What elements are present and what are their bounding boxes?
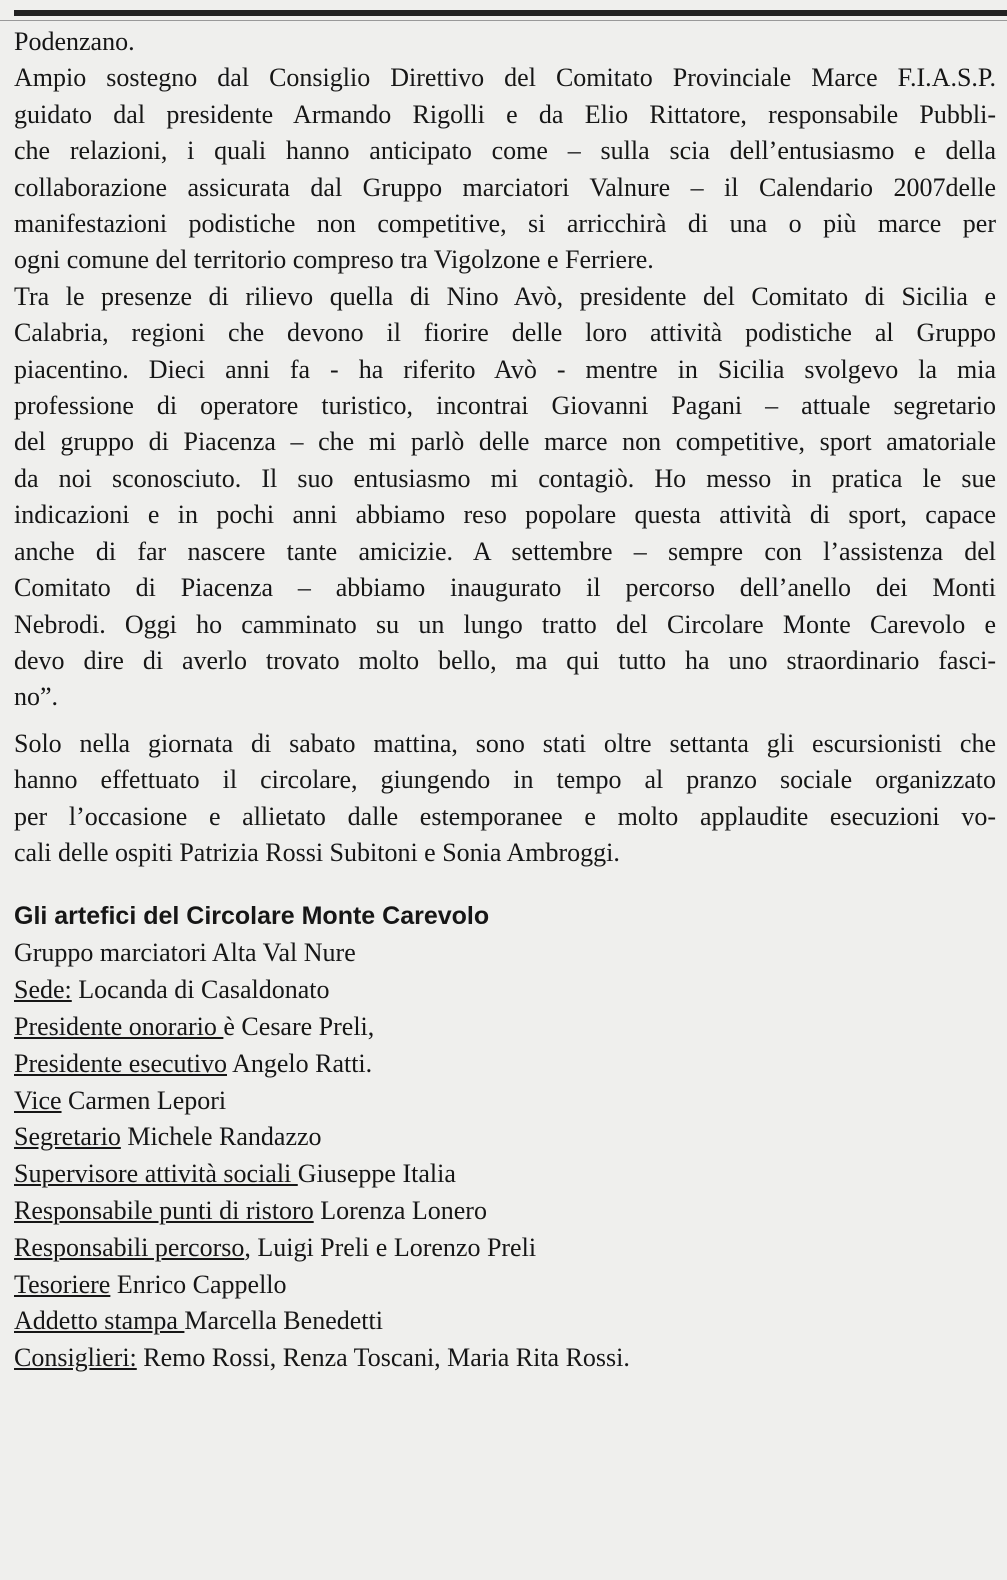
- staff-value: è Cesare Preli,: [223, 1011, 375, 1041]
- staff-entry: [14, 1267, 996, 1304]
- staff-value: Angelo Ratti.: [227, 1048, 373, 1078]
- text-line: Tra le presenze di rilievo quella di Nino Avò, presidente del Comitato di Sicilia e: [14, 281, 996, 311]
- staff-role: Sede:: [14, 975, 72, 1005]
- staff-entry: [14, 1046, 996, 1083]
- text-line: per l’occasione e allietato dalle estemporanee e molto applaudite esecuzioni vo-: [14, 801, 996, 831]
- text-line: cali delle ospiti Patrizia Rossi Subitoni e Sonia Ambroggi.: [14, 837, 620, 867]
- staff-entry: [14, 1303, 996, 1340]
- section-heading: Gli artefici del Circolare Monte Carevolo: [14, 902, 490, 931]
- text-line: devo dire di averlo trovato molto bello, ma qui tutto ha uno straordinario fasci-: [14, 645, 996, 675]
- group-name: Gruppo marciatori Alta Val Nure: [14, 938, 356, 968]
- staff-value: Marcella Benedetti: [184, 1306, 383, 1336]
- staff-entry: [14, 1340, 996, 1377]
- staff-value: Locanda di Casaldonato: [71, 975, 330, 1005]
- paragraph-3: [14, 279, 996, 716]
- text-line: anche di far nascere tante amicizie. A settembre – sempre con l’assistenza del: [14, 536, 996, 566]
- text-line: Solo nella giornata di sabato mattina, sono stati oltre settanta gli escursionisti che: [14, 728, 996, 758]
- staff-role: Addetto stampa: [14, 1306, 185, 1336]
- paragraph-gap: [14, 716, 996, 726]
- staff-role: Consiglieri:: [14, 1343, 137, 1373]
- text-line: hanno effettuato il circolare, giungendo in tempo al pranzo sociale organizzato: [14, 765, 996, 795]
- staff-role: Tesoriere: [14, 1269, 111, 1299]
- staff-value: , Luigi Preli e Lorenzo Preli: [244, 1232, 537, 1262]
- staff-entry: [14, 972, 996, 1009]
- text-line: Nebrodi. Oggi ho camminato su un lungo tratto del Circolare Monte Carevolo e: [14, 609, 996, 639]
- text-line: Ampio sostegno dal Consiglio Direttivo del Comitato Provinciale Marce F.I.A.S.P.: [14, 63, 996, 93]
- paragraph-2: [14, 60, 996, 278]
- staff-role: Responsabile punti di ristoro: [14, 1195, 314, 1225]
- paragraph-1: [14, 24, 996, 60]
- staff-entry: [14, 1230, 996, 1267]
- text-line: indicazioni e in pochi anni abbiamo reso popolare questa attività di sport, capace: [14, 500, 996, 530]
- paragraph-4: [14, 726, 996, 872]
- text-line: del gruppo di Piacenza – che mi parlò delle marce non competitive, sport amatoriale: [14, 427, 996, 457]
- staff-entry: [14, 1009, 996, 1046]
- text-line: piacentino. Dieci anni fa - ha riferito Avò - mentre in Sicilia svolgevo la mia: [14, 354, 996, 384]
- staff-entry: [14, 1119, 996, 1156]
- text-line: guidato dal presidente Armando Rigolli e da Elio Rittatore, responsabile Pubbli-: [14, 99, 996, 129]
- staff-entry: [14, 1156, 996, 1193]
- staff-entry: [14, 1193, 996, 1230]
- text-line: no”.: [14, 682, 59, 712]
- staff-role: Presidente esecutivo: [14, 1048, 227, 1078]
- staff-role: Vice: [14, 1085, 62, 1115]
- text-line: ogni comune del territorio compreso tra Vigolzone e Ferriere.: [14, 245, 654, 275]
- article-body: [14, 24, 996, 1377]
- staff-list: [14, 935, 996, 1377]
- top-rule-thin: [0, 20, 1007, 21]
- staff-value: Lorenza Lonero: [313, 1195, 487, 1225]
- text-line: Podenzano.: [14, 27, 135, 56]
- text-line: che relazioni, i quali hanno anticipato come – sulla scia dell’entusiasmo e della: [14, 136, 996, 166]
- staff-role: Segretario: [14, 1122, 121, 1152]
- staff-value: Enrico Cappello: [110, 1269, 287, 1299]
- staff-value: Giuseppe Italia: [297, 1159, 456, 1189]
- staff-entry: [14, 1083, 996, 1120]
- staff-value: Carmen Lepori: [61, 1085, 227, 1115]
- staff-role: Supervisore attività sociali: [14, 1159, 298, 1189]
- text-line: Calabria, regioni che devono il fiorire delle loro attività podistiche al Gruppo: [14, 318, 996, 348]
- text-line: da noi sconosciuto. Il suo entusiasmo mi contagiò. Ho messo in pratica le sue: [14, 463, 996, 493]
- staff-role: Responsabili percorso: [14, 1232, 245, 1262]
- staff-value: Michele Randazzo: [120, 1122, 322, 1152]
- staff-role: Presidente onorario: [14, 1011, 224, 1041]
- text-line: collaborazione assicurata dal Gruppo marciatori Valnure – il Calendario 2007delle: [14, 172, 996, 202]
- top-rule: [14, 10, 1007, 16]
- text-line: Comitato di Piacenza – abbiamo inaugurato il percorso dell’anello dei Monti: [14, 573, 996, 603]
- text-line: professione di operatore turistico, incontrai Giovanni Pagani – attuale segretario: [14, 391, 996, 421]
- staff-value: Remo Rossi, Renza Toscani, Maria Rita Rossi.: [136, 1343, 630, 1373]
- text-line: manifestazioni podistiche non competitive, si arricchirà di una o più marce per: [14, 209, 996, 239]
